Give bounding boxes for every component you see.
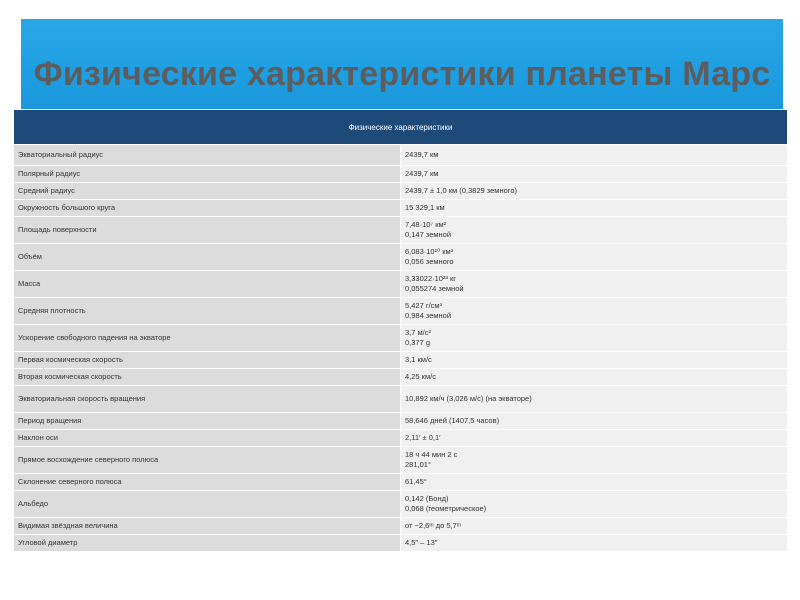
value-line: 0,984 земной [405,311,452,320]
value-line: 0,147 земной [405,230,452,239]
parameter-cell: Склонение северного полюса [14,474,401,491]
parameter-cell: Окружность большого круга [14,200,401,217]
value-line: 15 329,1 км [405,203,445,212]
value-cell [401,413,788,430]
value-line: 0,142 (Бонд) [405,494,449,503]
value-cell [401,369,788,386]
table-body [14,145,787,552]
characteristics-table-container [14,110,787,552]
table-row [14,430,787,447]
value-line: 2439,7 ± 1,0 км (0,3829 земного) [405,186,518,195]
parameter-cell: Ускорение свободного падения на экваторе [14,325,401,352]
value-cell [401,298,788,325]
value-line: 3,1 км/с [405,355,432,364]
parameter-cell: Прямое восхождение северного полюса [14,447,401,474]
value-line: 2,11′ ± 0,1′ [405,433,441,442]
value-cell [401,518,788,535]
value-cell [401,166,788,183]
value-line: 5,427 г/см³ [405,301,443,310]
value-line: от −2,6ᵐ до 5,7ᵐ [405,521,462,530]
value-line: 0,068 (геометрическое) [405,504,487,513]
value-line: 0,056 земного [405,257,454,266]
value-line: 3,33022·10²³ кг [405,274,457,283]
value-line: 58,646 дней (1407,5 часов) [405,416,500,425]
title-banner [21,19,783,109]
value-cell [401,447,788,474]
table-header: Физические характеристики [14,110,787,145]
value-line: 18 ч 44 мин 2 с [405,450,458,459]
table-row [14,491,787,518]
table-row [14,145,787,166]
value-line: 0,055274 земной [405,284,464,293]
table-row [14,413,787,430]
value-line: 3,7 м/с² [405,328,431,337]
parameter-cell: Видимая звёздная величина [14,518,401,535]
table-row [14,535,787,552]
parameter-cell: Первая космическая скорость [14,352,401,369]
table-row [14,474,787,491]
table-row [14,298,787,325]
value-line: 6,083·10¹⁰ км³ [405,247,454,256]
value-line: 10,892 км/ч (3,026 м/с) (на экваторе) [405,394,532,403]
value-line: 61,45° [405,477,427,486]
value-cell [401,217,788,244]
value-line: 281,01° [405,460,431,469]
value-cell [401,200,788,217]
parameter-cell: Экваториальная скорость вращения [14,386,401,413]
slide-title: Физические характеристики планеты Марс [33,55,771,93]
parameter-cell: Средняя плотность [14,298,401,325]
table-header-row [14,110,787,145]
table-row [14,518,787,535]
characteristics-table [14,110,787,552]
value-line: 7,48·10⁷ км² [405,220,447,229]
value-cell [401,386,788,413]
value-cell [401,244,788,271]
value-line: 4,25 км/с [405,372,436,381]
table-row [14,217,787,244]
value-line: 2439,7 км [405,169,439,178]
value-cell [401,325,788,352]
parameter-cell: Экваториальный радиус [14,145,401,166]
parameter-cell: Альбедо [14,491,401,518]
value-cell [401,183,788,200]
table-row [14,183,787,200]
parameter-cell: Наклон оси [14,430,401,447]
table-row [14,166,787,183]
value-cell [401,145,788,166]
parameter-cell: Средний радиус [14,183,401,200]
table-row [14,447,787,474]
parameter-cell: Угловой диаметр [14,535,401,552]
parameter-cell: Полярный радиус [14,166,401,183]
parameter-cell: Объём [14,244,401,271]
table-row [14,271,787,298]
table-row [14,200,787,217]
value-line: 0,377 g [405,338,431,347]
table-row [14,325,787,352]
parameter-cell: Площадь поверхности [14,217,401,244]
value-cell [401,535,788,552]
table-row [14,352,787,369]
value-cell [401,271,788,298]
parameter-cell: Вторая космическая скорость [14,369,401,386]
value-cell [401,474,788,491]
table-row [14,369,787,386]
parameter-cell: Масса [14,271,401,298]
table-row [14,386,787,413]
value-cell [401,352,788,369]
value-cell [401,430,788,447]
value-line: 4,5″ – 13″ [405,538,438,547]
parameter-cell: Период вращения [14,413,401,430]
value-cell [401,491,788,518]
value-line: 2439,7 км [405,150,439,159]
table-row [14,244,787,271]
